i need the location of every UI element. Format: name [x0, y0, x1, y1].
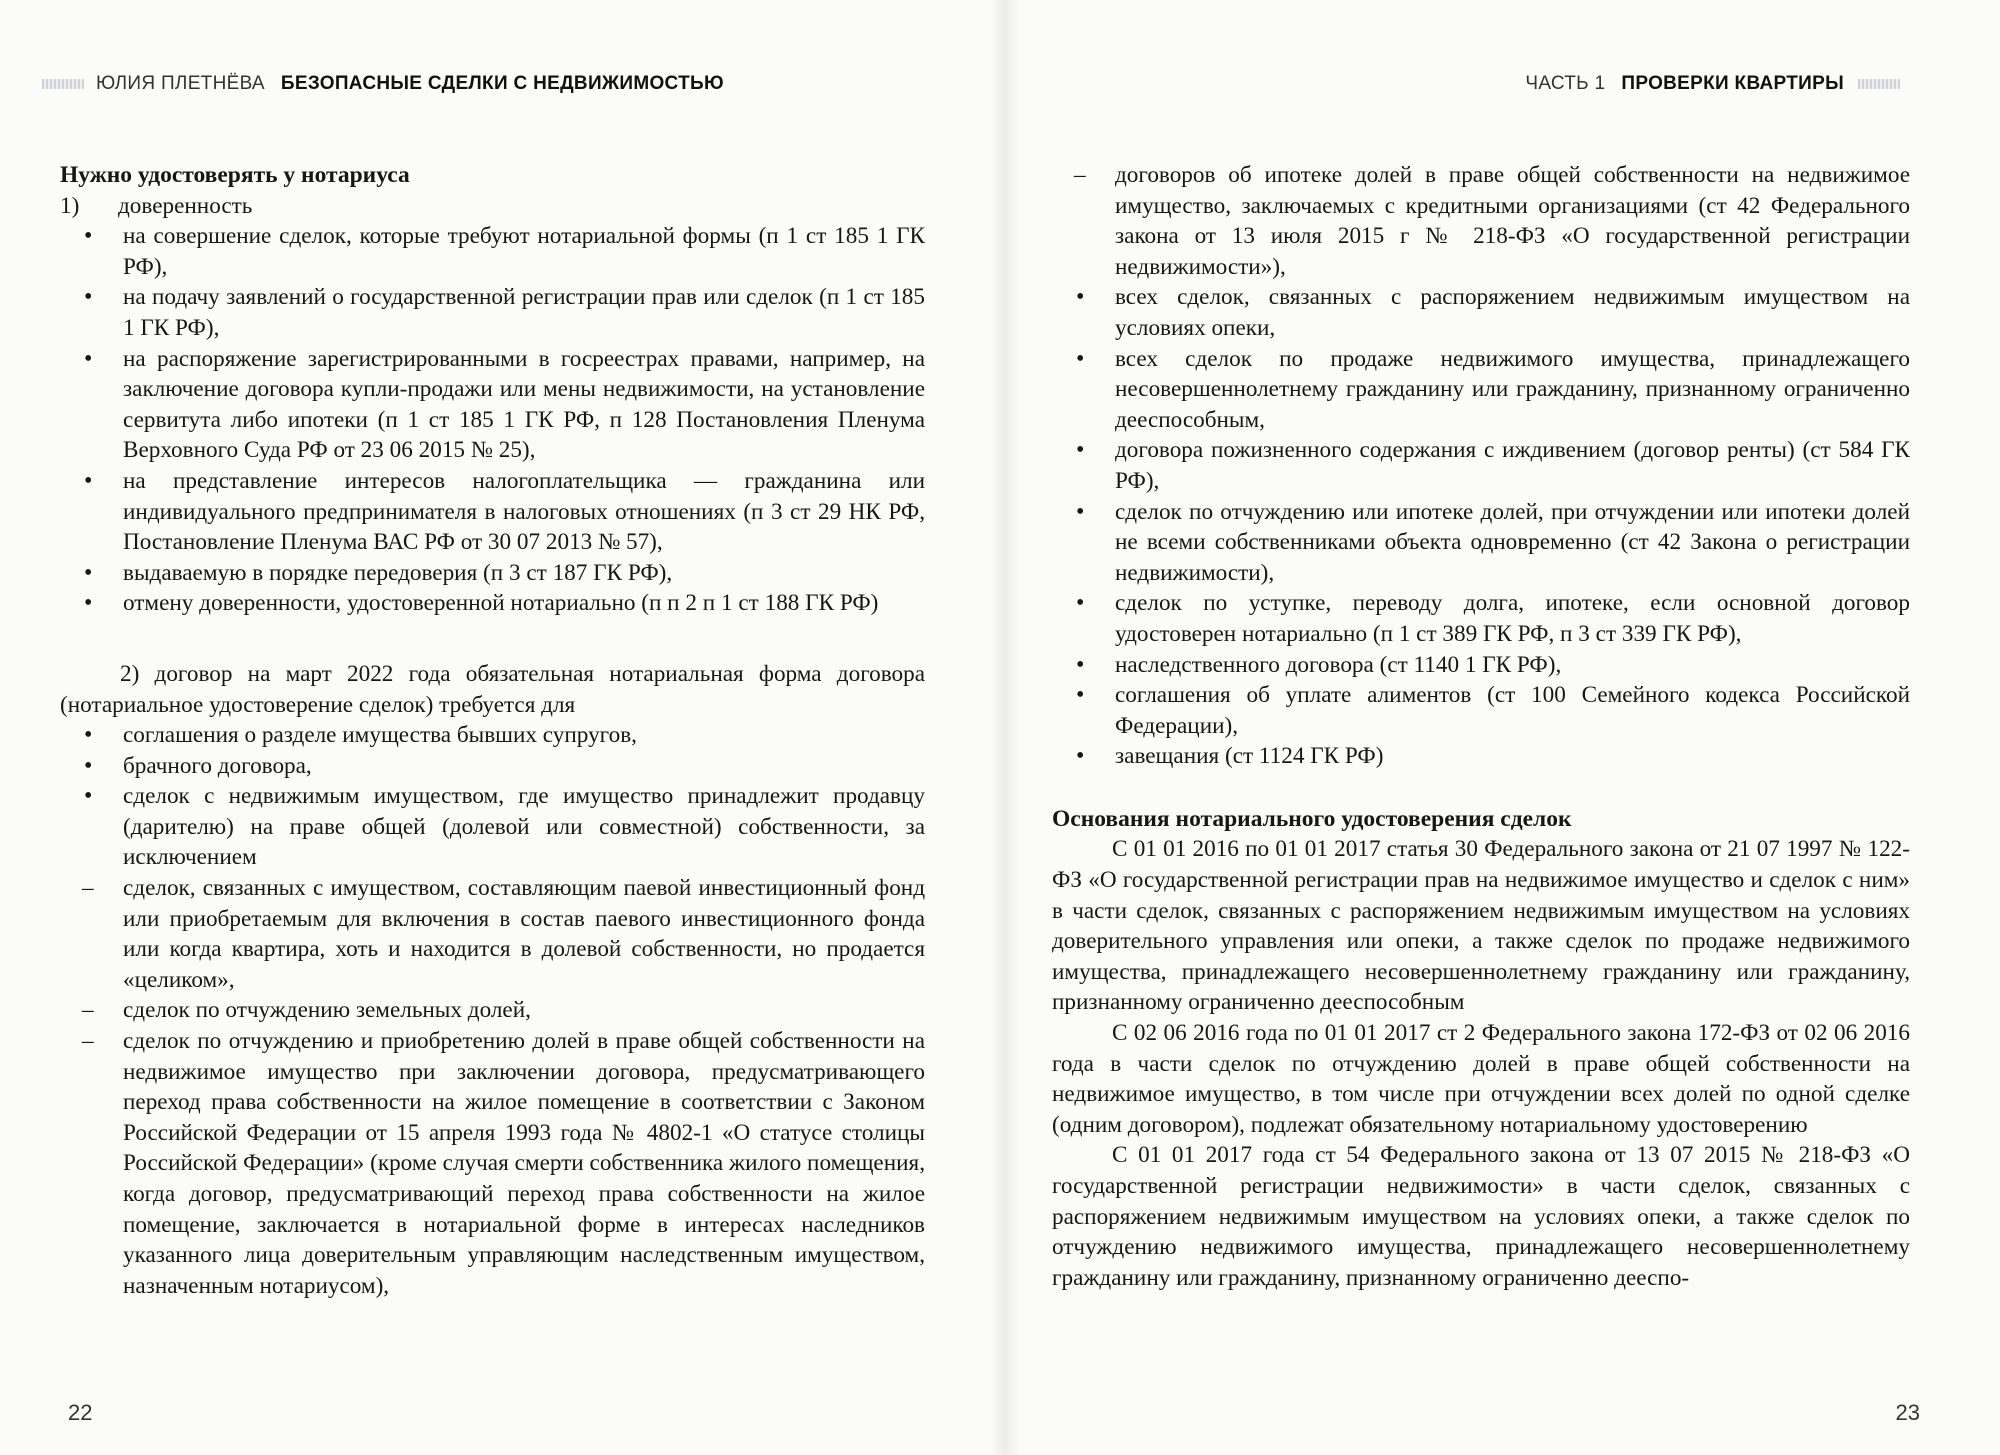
paragraph: С 01 01 2016 по 01 01 2017 статья 30 Федерального закона от 21 07 1997 № 122-ФЗ «О государственной регистрации прав на недвижимое имущество и сделок с ним» в части сделок, связанных с распоряжением недвижимым имуществом на условиях доверительного управления или опеки, а также сделок по продаже недвижимого имущества, принадлежащего несовершеннолетнему гражданину или гражданину, признанному ограниченно дееспособным	[1052, 836, 1910, 1016]
spacer	[60, 619, 925, 659]
bullet-item: • сделок по уступке, переводу долга, ипотеке, если основной договор удостоверен нотариально (п 1 ст 389 ГК РФ, п 3 ст 339 ГК РФ),	[1052, 588, 1910, 649]
book-title: БЕЗОПАСНЫЕ СДЕЛКИ С НЕДВИЖИМОСТЬЮ	[280, 73, 724, 94]
bullet-item: • на распоряжение зарегистрированными в госреестрах правами, например, на заключение договора купли-продажи или мены недвижимости, на установление сервитута либо ипотеки (п 1 ст 185 1 ГК РФ, п 128 Постановления Пленума Верховного Суда РФ от 23 06 2015 № 25),	[60, 344, 925, 466]
bullet-item: • отмену доверенности, удостоверенной нотариально (п п 2 п 1 ст 188 ГК РФ)	[60, 588, 925, 619]
bullet-item: • сделок по отчуждению или ипотеке долей, при отчуждении или ипотеки долей не всеми собственниками объекта одновременно (ст 42 Закона о регистрации недвижимости),	[1052, 497, 1910, 589]
bullet-item: • на совершение сделок, которые требуют нотариальной формы (п 1 ст 185 1 ГК РФ),	[60, 221, 925, 282]
page-number-left: 22	[68, 1400, 93, 1425]
bullet-item: • на подачу заявлений о государственной регистрации прав или сделок (п 1 ст 185 1 ГК РФ),	[60, 282, 925, 343]
left-page-body	[60, 160, 925, 1301]
page-number-right: 23	[1895, 1400, 1920, 1425]
author-name: ЮЛИЯ ПЛЕТНЁВА	[96, 73, 265, 94]
bullet-item: • выдаваемую в порядке передоверия (п 3 ст 187 ГК РФ),	[60, 558, 925, 589]
bullet-item: • наследственного договора (ст 1140 1 ГК РФ),	[1052, 650, 1910, 681]
bullet-item: • соглашения об уплате алиментов (ст 100 Семейного кодекса Российской Федерации),	[1052, 680, 1910, 741]
header-decor-band	[1858, 79, 1900, 89]
header-decor-band	[42, 79, 84, 89]
paragraph: 2) договор на март 2022 года обязательная нотариальная форма договора (нотариальное удостоверение сделок) требуется для	[60, 660, 925, 718]
bullet-item: • брачного договора,	[60, 751, 925, 782]
item-text: доверенность	[118, 192, 253, 219]
bullet-item: • завещания (ст 1124 ГК РФ)	[1052, 741, 1910, 772]
bullet-item: • всех сделок, связанных с распоряжением недвижимым имуществом на условиях опеки,	[1052, 282, 1910, 343]
part-label: ЧАСТЬ 1	[1525, 73, 1606, 94]
bullet-item: • всех сделок по продаже недвижимого имущества, принадлежащего несовершеннолетнему гражданину или гражданину, признанному ограниченно дееспособным,	[1052, 344, 1910, 436]
dash-item: – сделок по отчуждению и приобретению долей в праве общей собственности на недвижимое имущество при заключении договора, предусматривающего переход права собственности на жилое помещение в соответствии с Законом Российской Федерации от 15 апреля 1993 года № 4802-1 «О статусе столицы Российской Федерации» (кроме случая смерти собственника жилого помещения, когда договор, предусматривающий переход права собственности на жилое помещение, заключается в нотариальной форме в интересах наследников указанного лица доверительным управляющим наследственным имуществом, назначенным нотариусом),	[60, 1026, 925, 1301]
section-heading: Основания нотариального удостоверения сделок	[1052, 805, 1572, 832]
left-running-header	[42, 73, 724, 95]
paragraph: С 01 01 2017 года ст 54 Федерального закона от 13 07 2015 № 218-ФЗ «О государственной регистрации недвижимости» в части сделок, связанных с распоряжением недвижимым имуществом на условиях опеки, а также сделок по отчуждению недвижимого имущества, принадлежащего несовершеннолетнему гражданину или гражданину, признанному ограниченно дееспо-	[1052, 1142, 1910, 1291]
right-page-body	[1052, 160, 1910, 1293]
dash-item: – договоров об ипотеке долей в праве общей собственности на недвижимое имущество, заключаемых с кредитными организациями (ст 42 Федерального закона от 13 июля 2015 г № 218-ФЗ «О государственной регистрации недвижимости»),	[1052, 160, 1910, 282]
bullet-item: • договора пожизненного содержания с иждивением (договор ренты) (ст 584 ГК РФ),	[1052, 435, 1910, 496]
dash-item: – сделок, связанных с имуществом, составляющим паевой инвестиционный фонд или приобретаемым для включения в состав паевого инвестиционного фонда или когда квартира, хоть и находится в долевой собственности, но продается «целиком»,	[60, 873, 925, 995]
bullet-item: • на представление интересов налогоплательщика — гражданина или индивидуального предпринимателя в налоговых отношениях (п 3 ст 29 НК РФ, Постановление Пленума ВАС РФ от 30 07 2013 № 57),	[60, 466, 925, 558]
right-running-header	[1525, 73, 1900, 95]
bullet-item: • сделок с недвижимым имуществом, где имущество принадлежит продавцу (дарителю) на праве общей (долевой или совместной) собственности, за исключением	[60, 781, 925, 873]
item-number: 1)	[60, 192, 80, 219]
section-heading: Нужно удостоверять у нотариуса	[60, 162, 410, 188]
part-title: ПРОВЕРКИ КВАРТИРЫ	[1621, 73, 1844, 94]
spacer	[1052, 772, 1910, 804]
dash-item: – сделок по отчуждению земельных долей,	[60, 995, 925, 1026]
book-gutter-shade	[990, 0, 1020, 1455]
paragraph: С 02 06 2016 года по 01 01 2017 ст 2 Федерального закона 172-ФЗ от 02 06 2016 года в части сделок по отчуждению долей в праве общей собственности на недвижимое имущество, в том числе при отчуждении всех долей по одной сделке (одним договором), подлежат обязательному нотариальному удостоверению	[1052, 1020, 1910, 1138]
numbered-item	[60, 191, 925, 222]
bullet-item: • соглашения о разделе имущества бывших супругов,	[60, 720, 925, 751]
